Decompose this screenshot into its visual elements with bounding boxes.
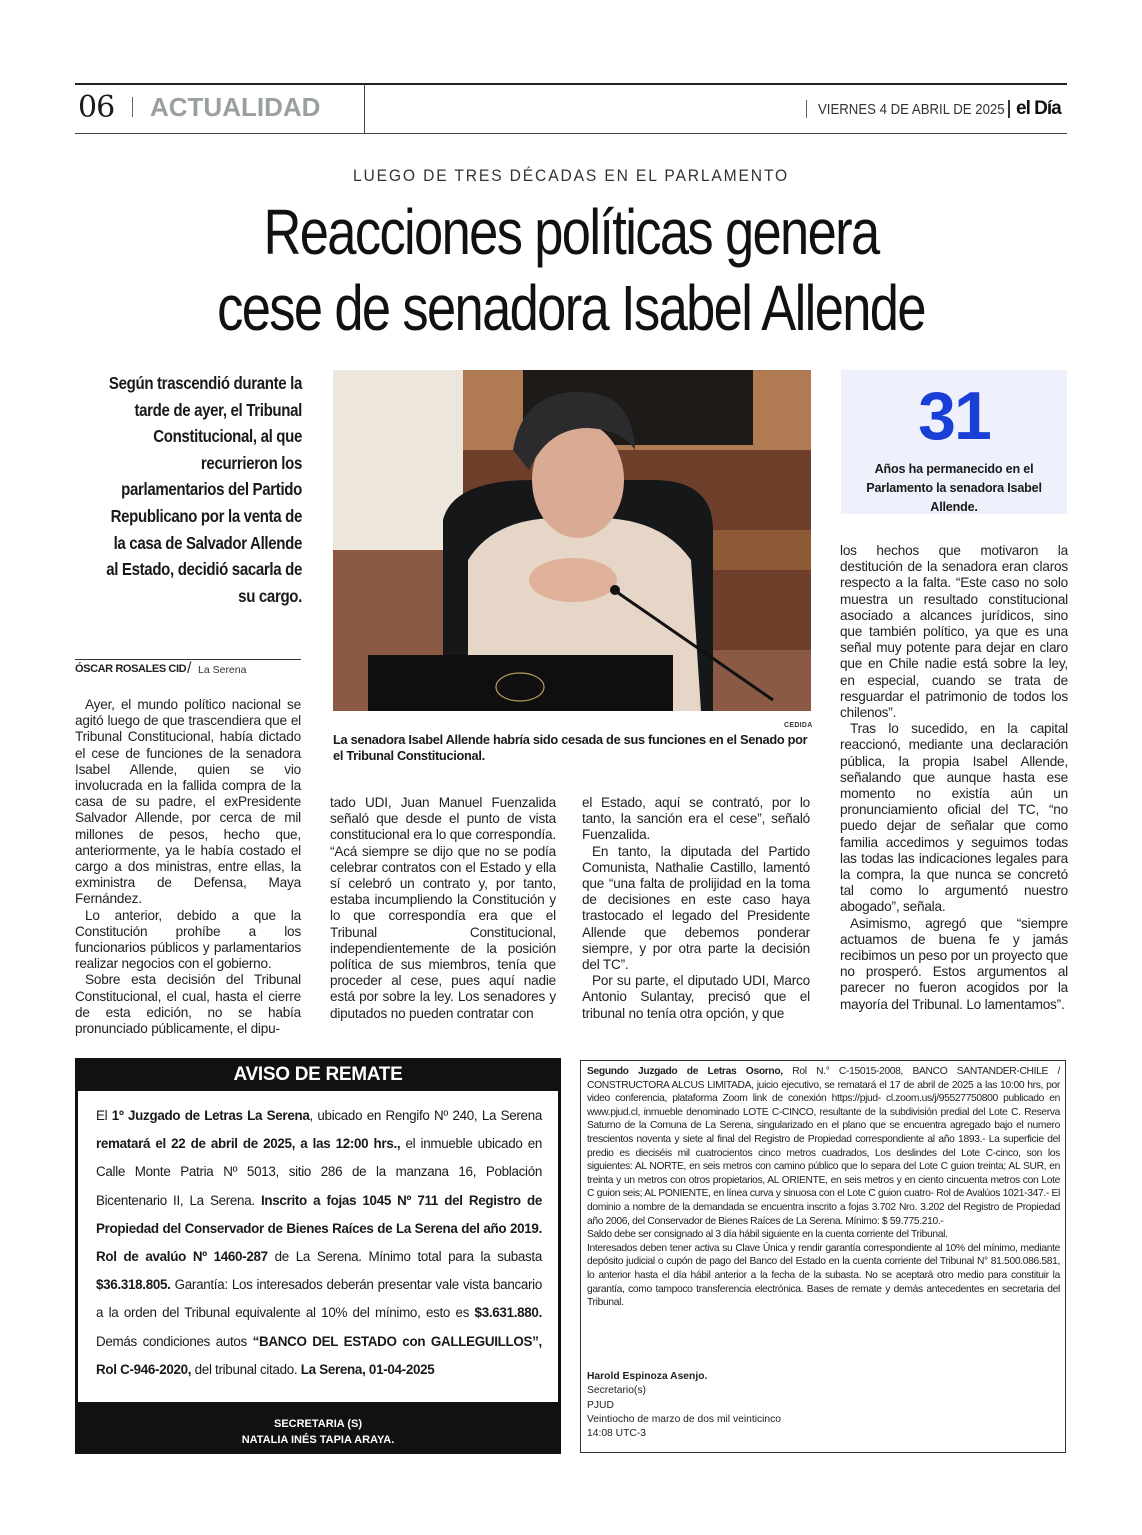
notice-segment: $3.631.880.: [474, 1305, 542, 1321]
photo-credit: CEDIDA: [784, 722, 813, 729]
osorno-court: Segundo Juzgado de Letras Osorno,: [587, 1066, 783, 1077]
header-divider: [364, 84, 365, 133]
page-number: 06: [78, 90, 115, 125]
newspaper-logo: el Día: [1016, 98, 1061, 119]
osorno-signer: Harold Espinoza Asenjo.: [587, 1371, 708, 1382]
osorno-time: 14:08 UTC-3: [587, 1428, 646, 1440]
osorno-paragraph-2: Saldo debe ser consignado al 3 día hábil siguiente en la cuenta corriente del Tribunal.: [587, 1229, 948, 1241]
osorno-role: Secretario(s): [587, 1385, 646, 1397]
headline-line-1: Reacciones políticas genera: [263, 196, 879, 268]
article-lead: Según trascendió durante la tarde de ayer, el Tribunal Constitucional, al que recurrieron los parlamentarios del Partido Republicano por la venta de la casa de Salvador Allende al Estado, decidió sacarla de su cargo.: [106, 373, 303, 606]
paragraph: el Estado, aquí se contrató, por lo tanto, la sanción era el cese”, señaló Fuenzalida.: [582, 795, 810, 843]
photo-caption: La senadora Isabel Allende habría sido cesada de sus funciones en el Senado por el Tribunal Constitucional.: [333, 732, 808, 763]
article-kicker: LUEGO DE TRES DÉCADAS EN EL PARLAMENTO: [352, 166, 790, 185]
osorno-text: Rol N.° C-15015-2008, BANCO SANTANDER-CHILE / CONSTRUCTORA ALCUS LIMITADA, juicio ejecutivo, se rematará el 17 de abril de 2025 a las 10:00 hrs, por video conferencia, plataforma Zoom link de conexión https://pjud- cl.zoom.us/j/95527750800 publicado en www.pjud.cl, inmueble denominado LOTE C-CINCO, resultante de la subdivisión predial del Lote C. Reserva Saturno de la Comuna de La Serena, singularizado en el plano que se encuentra agregado bajo el numero trescientos noventa y siete al final del Registro de Propiedad correspondiente al año 1893.- La superficie del predio es dieciséis mil cuatrocientos cinco metros cuadrados, Los deslindes del Lote C-cinco, son los siguientes: AL NORTE, en seis metros con camino público que lo separa del Lote C guion treinta; AL SUR, en treinta y un metros con otros propietarios, AL ORIENTE, en seis metros y en ciento cincuenta metros con Lote C guion seis; AL PONIENTE, en línea curva y sinuosa con el Lote C guion cuatro- Rol de Avalúos 1021-347.- El dominio a nombre de la demandada se encuentra inscrito a fojas 3.702 Nro. 3.202 del Registro de Propiedad año 2006, del Conservador de Bienes Raíces de La Serena. Mínimo: $ 59.775.210.-: [587, 1066, 1060, 1227]
notice-segment: 1º Juzgado de Letras La Serena: [111, 1108, 310, 1123]
byline-author: ÓSCAR ROSALES CID: [75, 663, 187, 675]
auction-notice-title: AVISO DE REMATE: [233, 1064, 403, 1085]
paragraph: Por su parte, el diputado UDI, Marco Antonio Sulantay, precisó que el tribunal no tenía otra opción, y que: [582, 973, 810, 1021]
header-separator: [1008, 100, 1010, 118]
notice-segment: La Serena, 01-04-2025: [300, 1361, 435, 1377]
notice-segment: del tribunal citado.: [191, 1361, 301, 1377]
header-rule-bottom: [75, 133, 1067, 134]
notice-segment: de La Serena. Mínimo total para la subasta: [267, 1249, 542, 1265]
stat-description: Años ha permanecido en el Parlamento la senadora Isabel Allende.: [866, 462, 1042, 514]
paragraph: los hechos que motivaron la destitución de la senadora eran claros respecto a la falta. “Este caso no solo muestra un resultado constitucional asociado a alcances jurídicos, sino que también político, ya que es una señal muy potente para dejar en claro que en Chile nadie está sobre la ley, en especial, cuando se trata de resguardar el patrimonio de todos los chilenos”.: [840, 543, 1068, 721]
osorno-signature: [587, 1370, 781, 1441]
osorno-org: PJUD: [587, 1399, 614, 1411]
notice-segment: Garantía: Los interesados deberán presentar vale vista bancario a la orden del Tribunal equivalente al 10% del mínimo, esto es: [96, 1277, 542, 1321]
auction-notice-signature: [75, 1416, 561, 1448]
paragraph: Ayer, el mundo político nacional se agitó luego de que trascendiera que el Tribunal Constitucional, había dictado el cese de funciones de la senadora Isabel Allende, quien se vio involucrada en la fallida compra de la casa de su padre, el exPresidente Salvador Allende, por cerca de mil millones de pesos, hecho que, anteriormente, ya le había costado el cargo a dos ministras, entre ellas, la exministra de Defensa, Maya Fernández.: [75, 697, 301, 907]
byline-slash: /: [187, 660, 192, 677]
header-separator: [132, 97, 133, 117]
paragraph: tado UDI, Juan Manuel Fuenzalida señaló que desde el punto de vista constitucional era lo que correspondía. “Acá siempre se dijo que no se podía celebrar contratos con el Estado y ella sí celebró un contrato y, por tanto, estaba incumpliendo la Constitución y lo que correspondía era que el Tribunal Constitucional, independientemente de la posición política de sus miembros, tenía que proceder al cese, pues aquí nadie está por sobre la ley. Los senadores y diputados no pueden contratar con: [330, 795, 556, 1021]
osorno-paragraph-1: [587, 1065, 1060, 1228]
signature-role: SECRETARIA (S): [274, 1418, 362, 1430]
header-rule-top: [75, 83, 1067, 85]
osorno-date: Veintiocho de marzo de dos mil veinticinco: [587, 1413, 782, 1425]
header-separator: [806, 100, 807, 118]
body-column-2: [330, 795, 556, 1022]
notice-segment: Demás condiciones autos: [96, 1333, 253, 1349]
senator-photo-illustration: [333, 370, 811, 711]
notice-segment: el inmueble ubicado en Calle Monte Patria Nº 5013, sitio 286 de la manzana 16, Población Bicentenario II, La Serena.: [96, 1136, 542, 1208]
stat-number: 31: [918, 378, 990, 454]
section-name: ACTUALIDAD: [150, 92, 321, 122]
body-column-3: [582, 795, 810, 1022]
osorno-notice-body: [587, 1065, 1060, 1310]
headline-line-2: cese de senadora Isabel Allende: [217, 272, 925, 344]
notice-segment: “BANCO DEL ESTADO con GALLEGUILLOS”, Rol C-946-2020,: [96, 1333, 542, 1377]
paragraph: Tras lo sucedido, en la capital reaccionó, mediante una declaración pública, la propia Isabel Allende, señalando que aunque hasta ese momento no existía aún un pronunciamiento oficial del TC, “no puedo dejar de señalar que como familia accedimos y seguimos todas las todas las indicaciones legales para la compra, la que nunca se concretó tal como lo argumentó nuestro abogado”, señala.: [840, 721, 1068, 915]
issue-date: VIERNES 4 DE ABRIL DE 2025: [818, 101, 1005, 118]
body-column-1: [75, 697, 301, 1037]
auction-notice-body: [96, 1102, 542, 1384]
paragraph: Lo anterior, debido a que la Constitución prohíbe a los funcionarios públicos y parlamentarios realizar negocios con el gobierno.: [75, 907, 301, 972]
paragraph: Sobre esta decisión del Tribunal Constitucional, el cual, hasta el cierre de esta edición, no se había pronunciado públicamente, el dipu-: [75, 972, 301, 1037]
signature-name: NATALIA INÉS TAPIA ARAYA.: [241, 1434, 395, 1446]
notice-segment: Inscrito a fojas 1045 Nº 711 del Registro de Propiedad del Conservador de Bienes Raíces de La Serena del año 2019. Rol de avalúo Nº 1460-287: [96, 1192, 542, 1265]
notice-segment: rematará el 22 de abril de 2025, a las 12:00 hrs.,: [96, 1136, 401, 1152]
article-headline: [152, 194, 990, 346]
article-photo: [333, 370, 811, 711]
notice-segment: $36.318.805.: [96, 1277, 171, 1293]
paragraph: Asimismo, agregó que “siempre actuamos de buena fe y jamás recibimos un peso por un proyecto que no prosperó. Estos argumentos al parecer no fueron acogidos por la mayoría del Tribunal. Lo lamentamos”.: [840, 915, 1068, 1012]
osorno-paragraph-3: Interesados deben tener activa su Clave Única y rendir garantía correspondiente al 10% del mínimo, mediante depósito judicial o cupón de pago del Banco del Estado en la cuenta corriente del Tribunal N° 81.500.086.581, lo anterior hasta el día hábil anterior a la fecha de la subasta. No se aceptará otro medio para constituir la garantía, como tampoco transferencia electrónica. Bases de remate y demás antecedentes en secretaria del Tribunal.: [587, 1242, 1060, 1309]
paragraph: En tanto, la diputada del Partido Comunista, Nathalie Castillo, lamentó que “una falta de prolijidad en la toma de decisiones en este caso haya trastocado el legado del Presidente Allende que debemos ponderar siempre, y por otra parte la decisión del TC”.: [582, 843, 810, 973]
notice-segment: El: [96, 1108, 112, 1123]
body-column-4: [840, 543, 1068, 1013]
byline-location: La Serena: [198, 664, 247, 676]
notice-segment: , ubicado en Rengifo Nº 240, La Serena: [309, 1108, 542, 1123]
